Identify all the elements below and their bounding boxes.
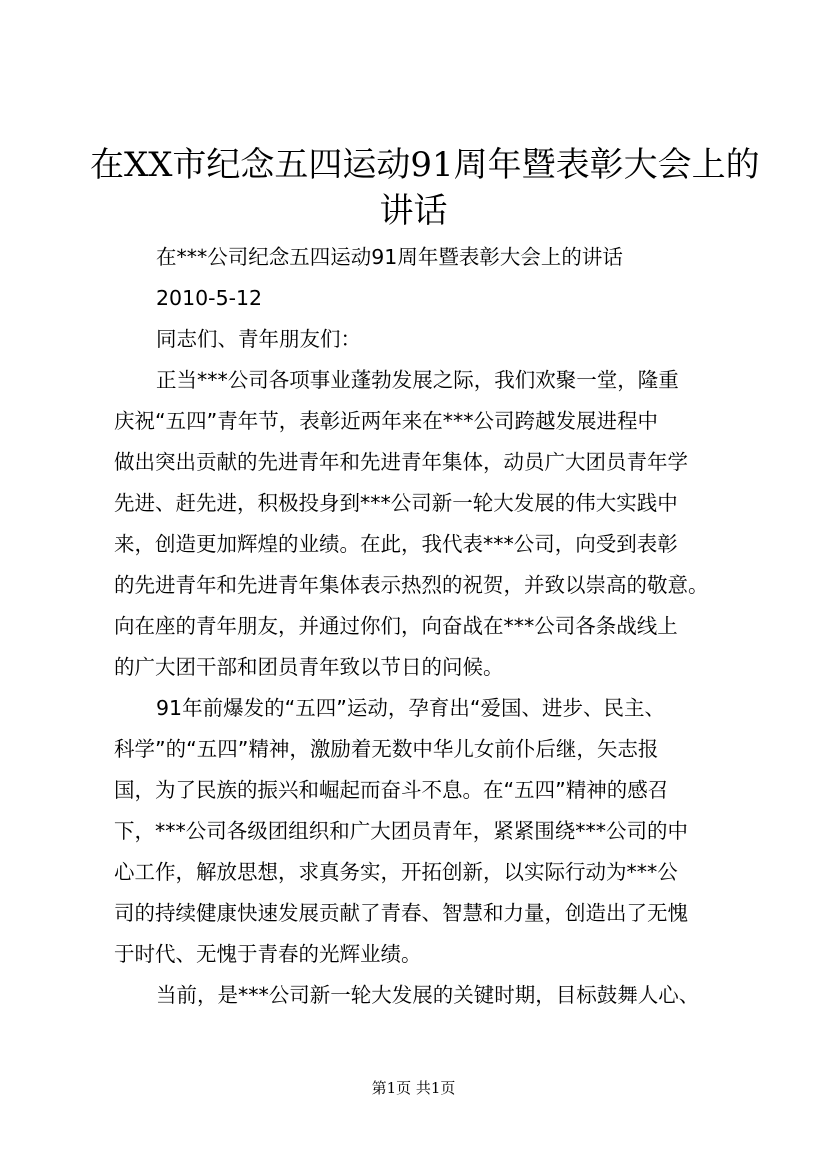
document-title: [90, 142, 760, 234]
paragraph-line: 的先进青年和先进青年集体表示热烈的祝贺，并致以崇高的敬意。: [114, 573, 709, 597]
speech-date: 2010-5-12: [156, 286, 263, 310]
paragraph-line: 当前，是***公司新一轮大发展的关键时期，目标鼓舞人心、: [156, 983, 700, 1007]
paragraph-line: 科学”的“五四”精神，激励着无数中华儿女前仆后继，矢志报: [114, 737, 659, 761]
title-line-1: 在XX市纪念五四运动91周年暨表彰大会上的: [90, 145, 760, 185]
paragraph-2: [114, 688, 754, 975]
salutation: 同志们、青年朋友们：: [156, 327, 361, 351]
paragraph-line: 来，创造更加辉煌的业绩。在此，我代表***公司，向受到表彰: [114, 532, 678, 556]
paragraph-line: 司的持续健康快速发展贡献了青春、智慧和力量，创造出了无愧: [114, 901, 688, 925]
paragraph-line: 做出突出贡献的先进青年和先进青年集体，动员广大团员青年学: [114, 450, 688, 474]
page-footer: 第1页 共1页: [371, 1079, 456, 1097]
paragraph-line: 心工作，解放思想，求真务实，开拓创新，以实际行动为***公: [114, 860, 678, 884]
paragraph-3: [114, 975, 754, 1016]
paragraph-line: 向在座的青年朋友，并通过你们，向奋战在***公司各条战线上: [114, 614, 678, 638]
paragraph-line: 国，为了民族的振兴和崛起而奋斗不息。在“五四”精神的感召: [114, 778, 669, 802]
paragraph-line: 先进、赶先进，积极投身到***公司新一轮大发展的伟大实践中: [114, 491, 678, 515]
paragraph-line: 庆祝“五四”青年节，表彰近两年来在***公司跨越发展进程中: [114, 409, 658, 433]
paragraph-line: 于时代、无愧于青春的光辉业绩。: [114, 942, 422, 966]
paragraph-line: 下，***公司各级团组织和广大团员青年，紧紧围绕***公司的中: [114, 819, 688, 843]
paragraph-line: 91年前爆发的“五四”运动，孕育出“爱国、进步、民主、: [156, 696, 665, 720]
speech-heading: 在***公司纪念五四运动91周年暨表彰大会上的讲话: [156, 245, 623, 269]
title-line-2: 讲话: [379, 191, 448, 231]
paragraph-line: 正当***公司各项事业蓬勃发展之际，我们欢聚一堂，隆重: [156, 368, 679, 392]
paragraph-1: [114, 360, 754, 688]
document-body: [114, 237, 754, 1016]
paragraph-line: 的广大团干部和团员青年致以节日的问候。: [114, 655, 504, 679]
